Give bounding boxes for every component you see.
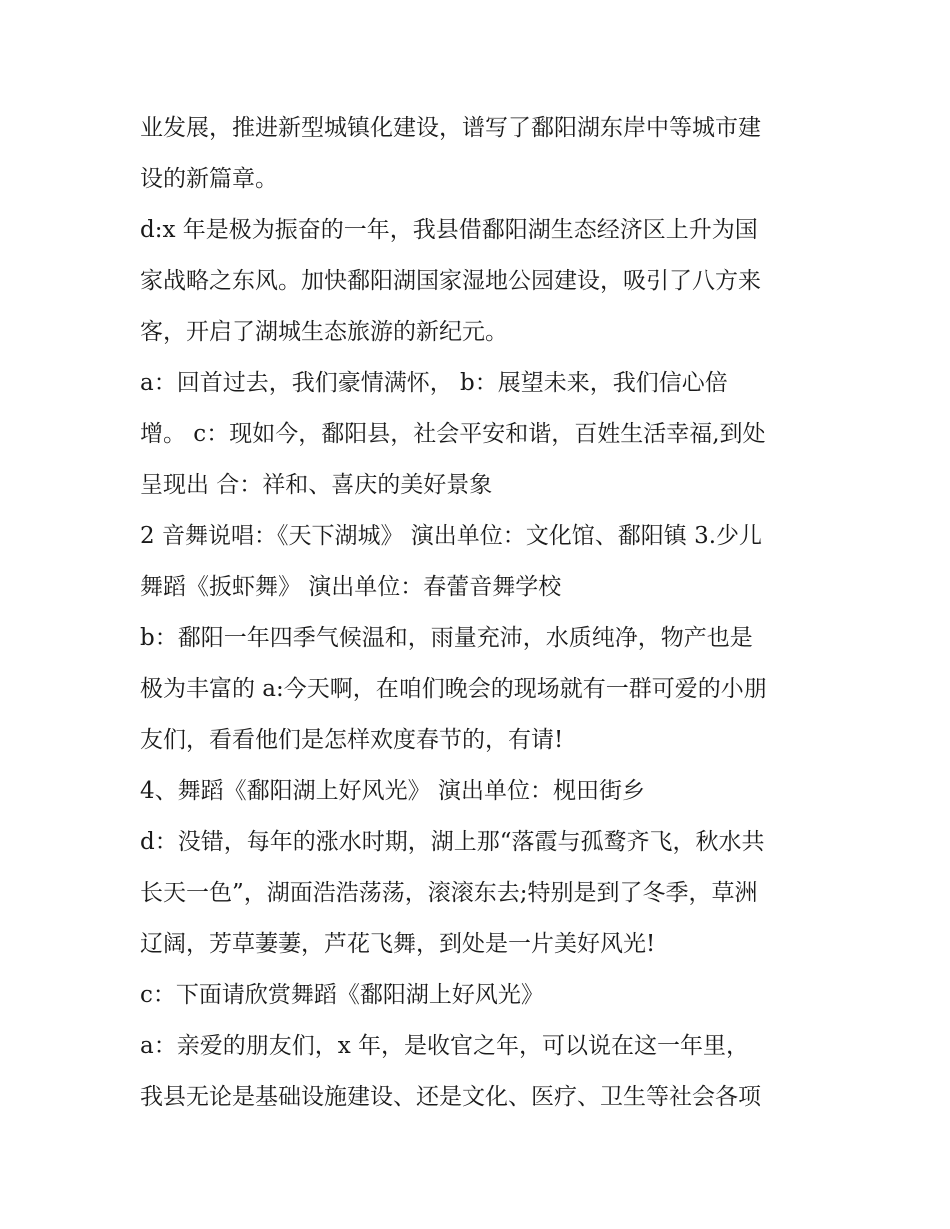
text-line: 增。 c：现如今，鄱阳县，社会平安和谐，百姓生活幸福,到处 — [140, 421, 766, 447]
text-line: 我县无论是基础设施建设、还是文化、医疗、卫生等社会各项 — [140, 1084, 761, 1110]
text-line: 极为丰富的 a:今天啊，在咱们晚会的现场就有一群可爱的小朋 — [140, 676, 767, 702]
text-line: 长天一色”，湖面浩浩荡荡，滚滚东去;特别是到了冬季，草洲 — [140, 880, 758, 906]
text-line: 2 音舞说唱：《天下湖城》 演出单位：文化馆、鄱阳镇 3.少儿 — [140, 523, 763, 549]
text-line: 舞蹈《扳虾舞》 演出单位：春蕾音舞学校 — [140, 574, 562, 600]
text-line: 设的新篇章。 — [140, 166, 278, 192]
text-line: 客，开启了湖城生态旅游的新纪元。 — [140, 319, 508, 345]
text-line: b：鄱阳一年四季气候温和，雨量充沛，水质纯净，物产也是 — [140, 625, 753, 651]
text-line: 家战略之东风。加快鄱阳湖国家湿地公园建设，吸引了八方来 — [140, 268, 761, 294]
text-line: 辽阔，芳草萋萋，芦花飞舞，到处是一片美好风光! — [140, 931, 656, 957]
text-line: d：没错，每年的涨水时期，湖上那“落霞与孤鹜齐飞，秋水共 — [140, 829, 765, 855]
document-page — [140, 103, 820, 1123]
text-line: 业发展，推进新型城镇化建设，谱写了鄱阳湖东岸中等城市建 — [140, 115, 761, 141]
text-line: d:x 年是极为振奋的一年，我县借鄱阳湖生态经济区上升为国 — [140, 217, 758, 243]
text-line: a：回首过去，我们豪情满怀， b：展望未来，我们信心倍 — [140, 370, 728, 396]
text-line: a：亲爱的朋友们，x 年，是收官之年，可以说在这一年里， — [140, 1033, 749, 1059]
text-line: c：下面请欣赏舞蹈《鄱阳湖上好风光》 — [140, 982, 544, 1008]
text-line: 呈现出 合：祥和、喜庆的美好景象 — [140, 472, 493, 498]
text-line: 4、舞蹈《鄱阳湖上好风光》 演出单位：枧田街乡 — [140, 778, 645, 804]
text-line: 友们，看看他们是怎样欢度春节的，有请! — [140, 727, 564, 753]
